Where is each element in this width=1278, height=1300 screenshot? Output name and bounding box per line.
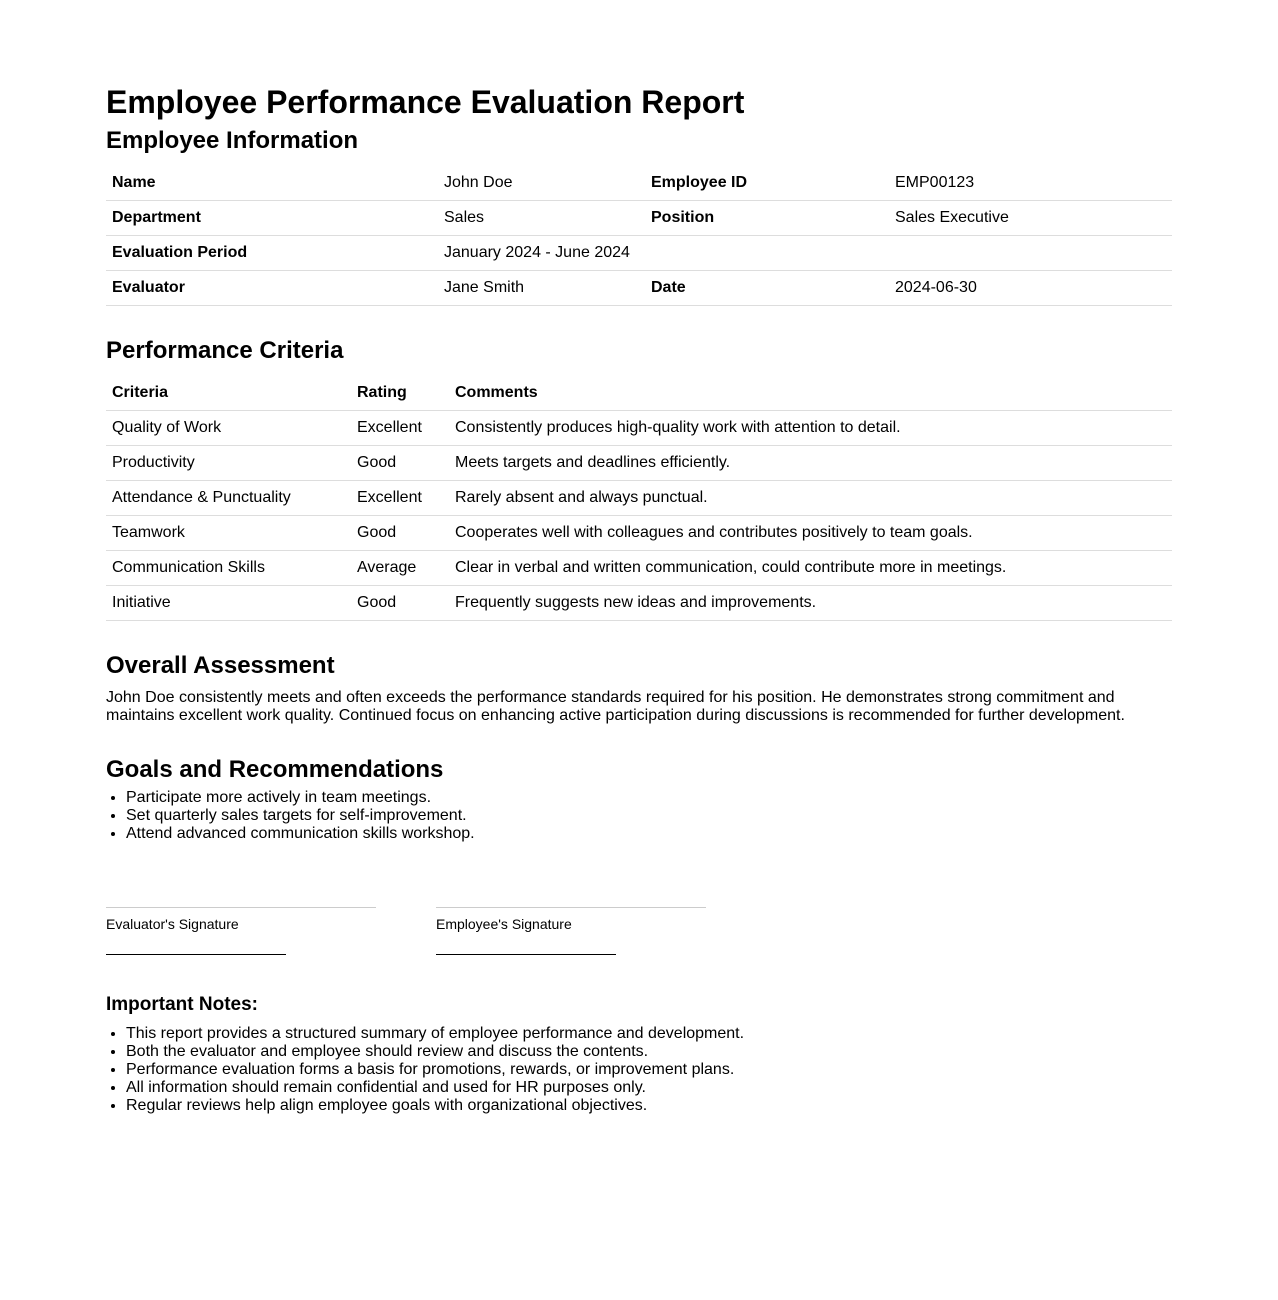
- department-label: Department: [106, 201, 438, 236]
- criteria-cell: Communication Skills: [106, 551, 351, 586]
- table-row: [106, 201, 1172, 236]
- divider: [436, 907, 706, 908]
- divider: [106, 907, 376, 908]
- employee-signature-line[interactable]: [436, 954, 616, 955]
- evaluator-signature-label: Evaluator's Signature: [106, 916, 239, 932]
- table-header-row: [106, 376, 1172, 411]
- important-notes-list: [106, 1025, 1172, 1115]
- table-row: [106, 516, 1172, 551]
- signature-section: [106, 907, 1172, 955]
- table-row: [106, 236, 1172, 271]
- goals-heading: Goals and Recommendations: [106, 756, 444, 783]
- rating-cell: Average: [351, 551, 449, 586]
- department-value: Sales: [438, 201, 645, 236]
- table-row: [106, 551, 1172, 586]
- criteria-heading: Performance Criteria: [106, 337, 344, 364]
- evaluator-value: Jane Smith: [438, 271, 645, 306]
- table-row: [106, 586, 1172, 621]
- list-item: • This report provides a structured summary of employee performance and development.: [126, 1025, 1172, 1043]
- report-title: Employee Performance Evaluation Report: [106, 84, 745, 120]
- goals-list: [106, 789, 1172, 843]
- criteria-cell: Productivity: [106, 446, 351, 481]
- criteria-cell: Teamwork: [106, 516, 351, 551]
- evaluation-period-value: January 2024 - June 2024: [438, 236, 1172, 271]
- table-row: [106, 166, 1172, 201]
- important-notes-heading: Important Notes:: [106, 994, 258, 1015]
- comments-column-header: Comments: [449, 376, 1172, 411]
- position-value: Sales Executive: [889, 201, 1172, 236]
- employee-signature-block: [436, 907, 706, 955]
- comments-cell: Frequently suggests new ideas and improvements.: [449, 586, 1172, 621]
- criteria-column-header: Criteria: [106, 376, 351, 411]
- criteria-table: [106, 376, 1172, 621]
- comments-cell: Consistently produces high-quality work with attention to detail.: [449, 411, 1172, 446]
- evaluator-signature-line[interactable]: [106, 954, 286, 955]
- list-item: • All information should remain confidential and used for HR purposes only.: [126, 1079, 1172, 1097]
- criteria-cell: Initiative: [106, 586, 351, 621]
- evaluation-period-label: Evaluation Period: [106, 236, 438, 271]
- comments-cell: Meets targets and deadlines efficiently.: [449, 446, 1172, 481]
- employee-signature-label: Employee's Signature: [436, 916, 572, 932]
- list-item: • Participate more actively in team meetings.: [126, 789, 1172, 807]
- comments-cell: Cooperates well with colleagues and contributes positively to team goals.: [449, 516, 1172, 551]
- date-value: 2024-06-30: [889, 271, 1172, 306]
- evaluator-label: Evaluator: [106, 271, 438, 306]
- list-item: • Performance evaluation forms a basis for promotions, rewards, or improvement plans.: [126, 1061, 1172, 1079]
- list-item: • Attend advanced communication skills workshop.: [126, 825, 1172, 843]
- report-page: [106, 0, 1172, 1115]
- rating-cell: Good: [351, 446, 449, 481]
- employee-info-heading: Employee Information: [106, 127, 359, 154]
- name-label: Name: [106, 166, 438, 201]
- comments-cell: Rarely absent and always punctual.: [449, 481, 1172, 516]
- rating-cell: Excellent: [351, 481, 449, 516]
- rating-cell: Excellent: [351, 411, 449, 446]
- position-label: Position: [645, 201, 889, 236]
- comments-cell: Clear in verbal and written communication, could contribute more in meetings.: [449, 551, 1172, 586]
- list-item: • Both the evaluator and employee should review and discuss the contents.: [126, 1043, 1172, 1061]
- list-item: • Set quarterly sales targets for self-improvement.: [126, 807, 1172, 825]
- criteria-cell: Attendance & Punctuality: [106, 481, 351, 516]
- table-row: [106, 271, 1172, 306]
- table-row: [106, 481, 1172, 516]
- evaluator-signature-block: [106, 907, 376, 955]
- employee-info-table: [106, 166, 1172, 306]
- overall-assessment-heading: Overall Assessment: [106, 652, 335, 679]
- date-label: Date: [645, 271, 889, 306]
- criteria-cell: Quality of Work: [106, 411, 351, 446]
- rating-column-header: Rating: [351, 376, 449, 411]
- overall-assessment-text: John Doe consistently meets and often exceeds the performance standards required for his position. He demonstrates strong commitment and maintains excellent work quality. Continued focus on enhancing active participation during discussions is recommended for further development.: [106, 689, 1125, 724]
- table-row: [106, 411, 1172, 446]
- employee-id-value: EMP00123: [889, 166, 1172, 201]
- name-value: John Doe: [438, 166, 645, 201]
- rating-cell: Good: [351, 586, 449, 621]
- rating-cell: Good: [351, 516, 449, 551]
- employee-id-label: Employee ID: [645, 166, 889, 201]
- table-row: [106, 446, 1172, 481]
- list-item: • Regular reviews help align employee goals with organizational objectives.: [126, 1097, 1172, 1115]
